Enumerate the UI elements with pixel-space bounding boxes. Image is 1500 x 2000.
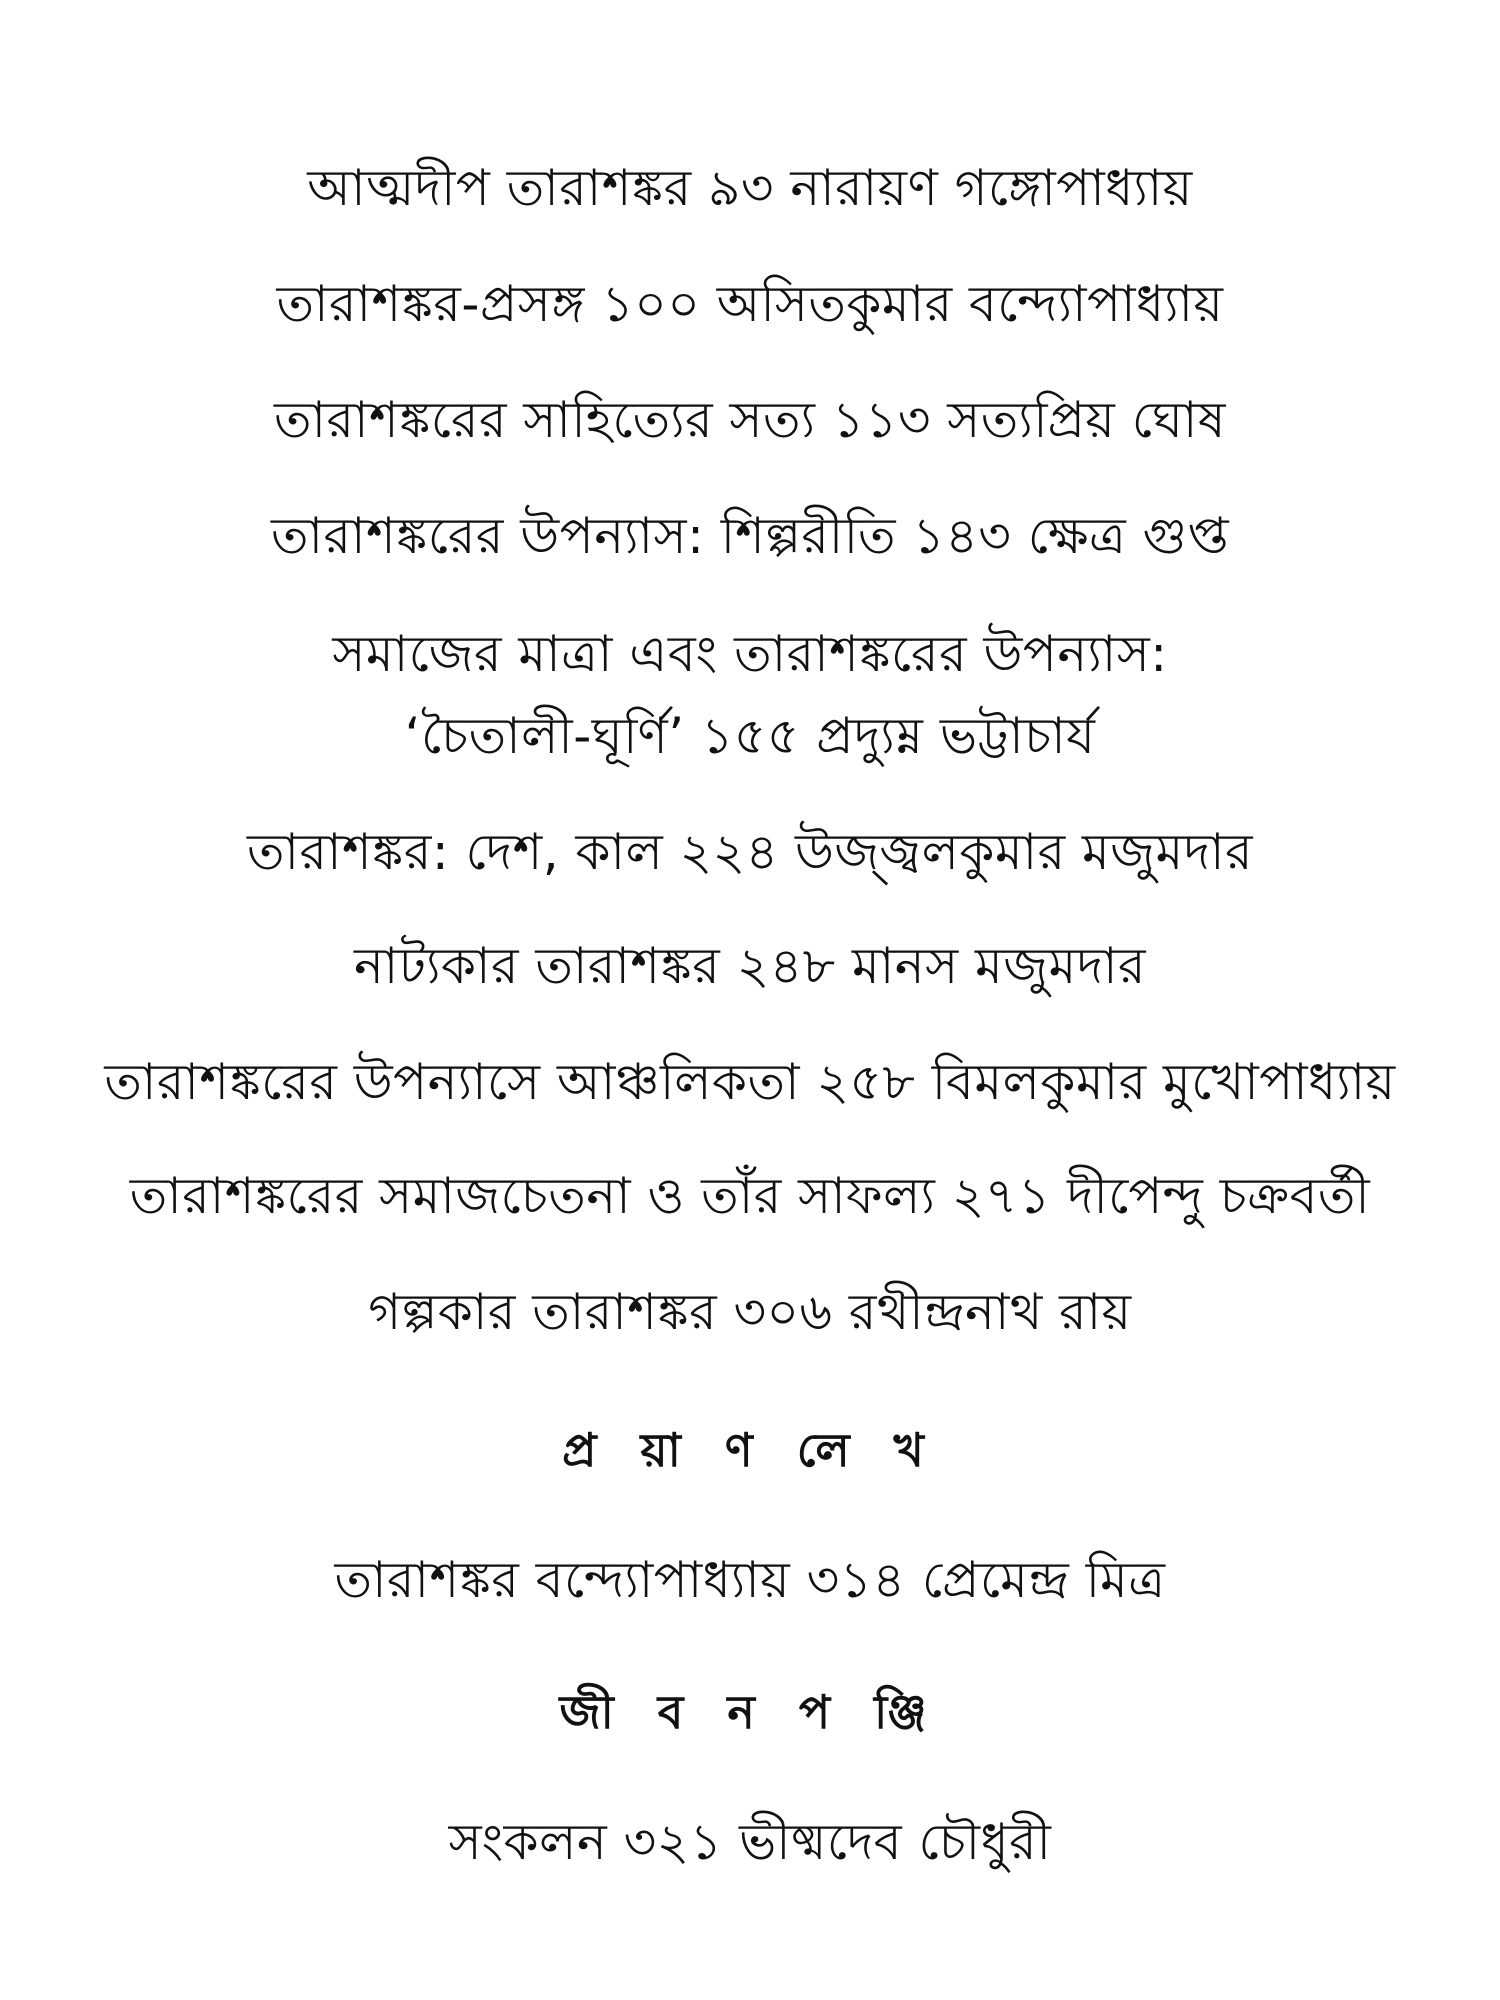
toc-entry-galpakar: গল্পকার তারাশঙ্কর ৩০৬ রথীন্দ্রনাথ রায় — [368, 1283, 1132, 1341]
toc-entry-atmadip: আত্মদীপ তারাশঙ্কর ৯৩ নারায়ণ গঙ্গোপাধ্যায় — [307, 159, 1193, 217]
section-heading-jibanpanji: জী ব ন প ঞ্জি — [559, 1685, 941, 1739]
toc-entry-sankalan: সংকলন ৩২১ ভীষ্মদেব চৌধুরী — [448, 1813, 1052, 1871]
toc-entry-samajer-matra-line1: সমাজের মাত্রা এবং তারাশঙ্করের উপন্যাস: — [332, 625, 1168, 683]
toc-entry-desh-kal: তারাশঙ্কর: দেশ, কাল ২২৪ উজ্জ্বলকুমার মজুমদার — [246, 823, 1254, 881]
toc-entry-prayanlekh: তারাশঙ্কর বন্দ্যোপাধ্যায় ৩১৪ প্রেমেন্দ্র মিত্র — [334, 1551, 1166, 1609]
toc-entry-natyakar: নাট্যকার তারাশঙ্কর ২৪৮ মানস মজুমদার — [353, 937, 1147, 995]
toc-entry-anchalikata: তারাশঙ্করের উপন্যাসে আঞ্চলিকতা ২৫৮ বিমলকুমার মুখোপাধ্যায় — [104, 1053, 1396, 1111]
toc-entry-samajer-matra-line2: ‘চৈতালী-ঘূর্ণি’ ১৫৫ প্রদ্যুম্ন ভট্টাচার্য — [404, 707, 1096, 765]
section-heading-prayanlekh: প্র য়া ণ লে খ — [562, 1423, 938, 1477]
toc-entry-samajchetana: তারাশঙ্করের সমাজচেতনা ও তাঁর সাফল্য ২৭১ দীপেন্দু চক্রবর্তী — [129, 1167, 1371, 1225]
toc-entry-prasanga: তারাশঙ্কর-প্রসঙ্গ ১০০ অসিতকুমার বন্দ্যোপাধ্যায় — [276, 275, 1224, 333]
toc-entry-sahityer-satya: তারাশঙ্করের সাহিত্যের সত্য ১১৩ সত্যপ্রিয় ঘোষ — [274, 391, 1226, 449]
toc-entry-shilparithi: তারাশঙ্করের উপন্যাস: শিল্পরীতি ১৪৩ ক্ষেত্র গুপ্ত — [270, 507, 1230, 565]
